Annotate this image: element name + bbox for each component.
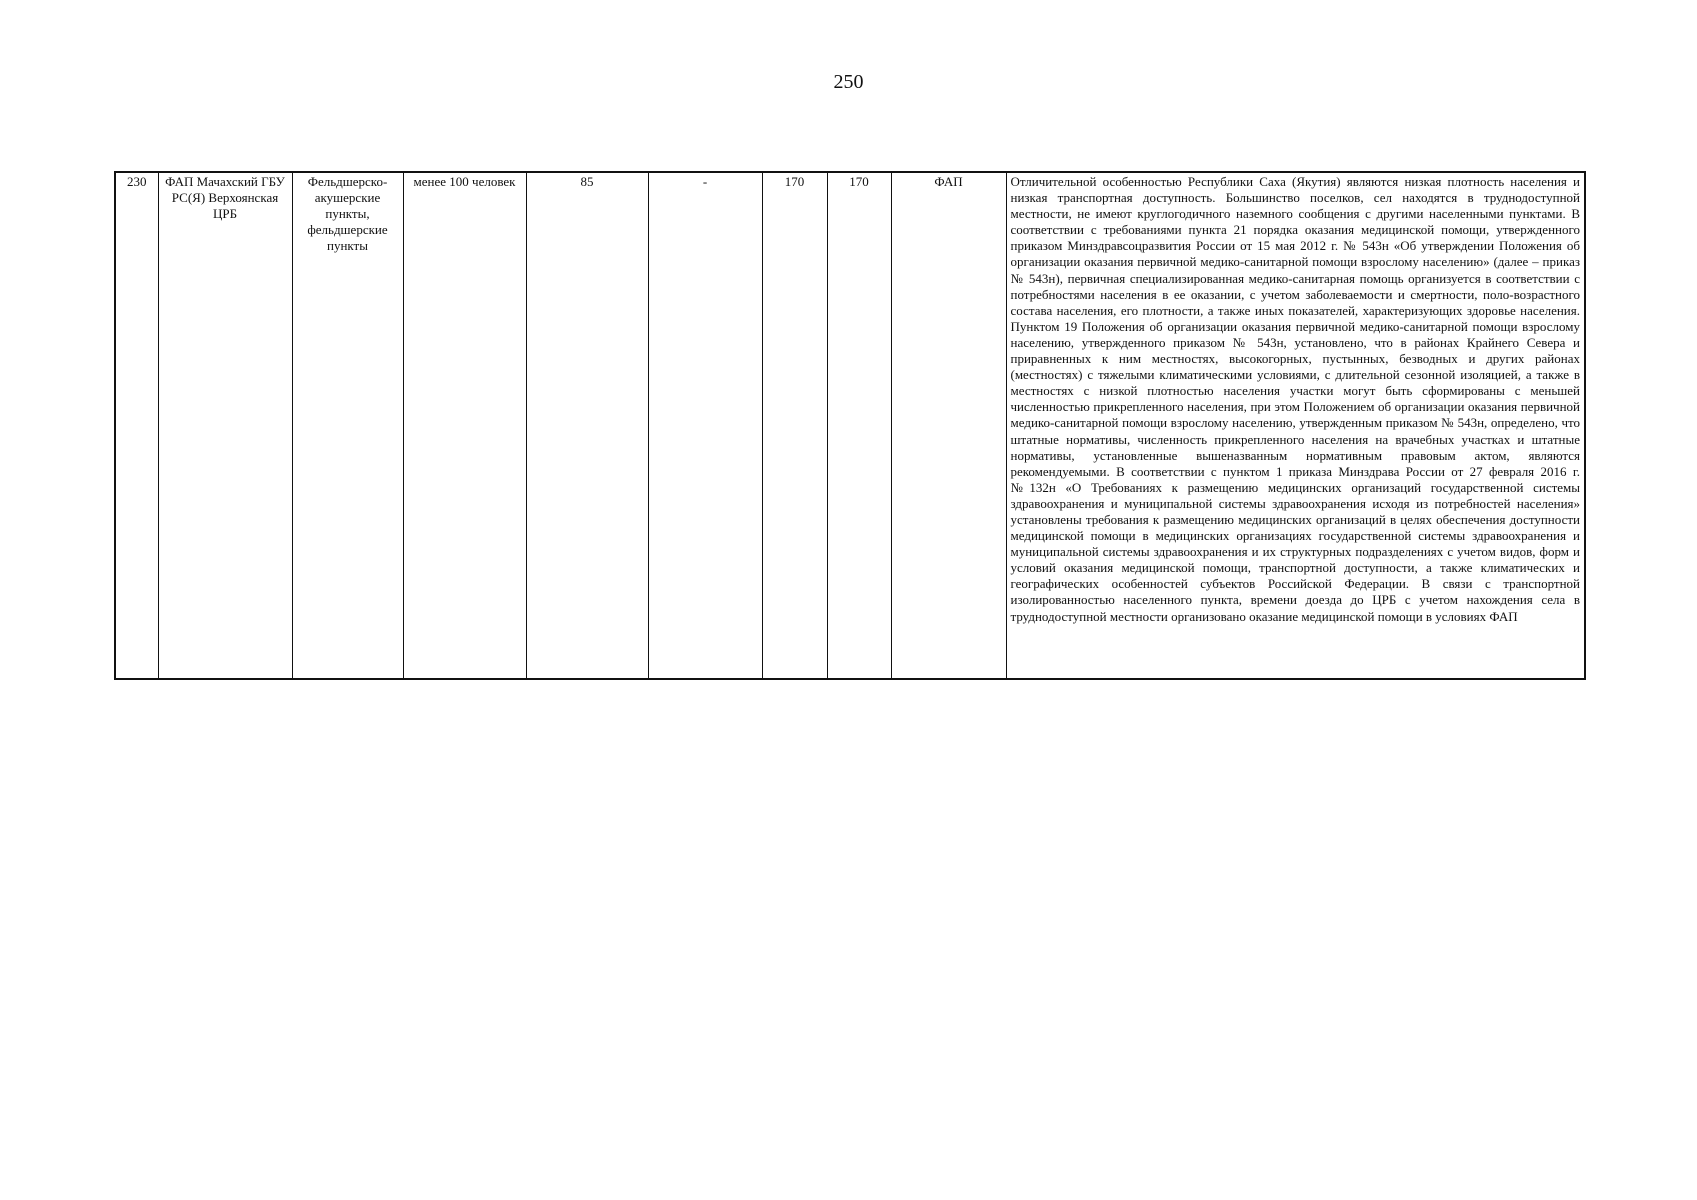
form-cell: ФАП xyxy=(891,172,1006,679)
row-number-cell: 230 xyxy=(115,172,158,679)
justification-cell: Отличительной особенностью Республики Саха (Якутия) являются низкая плотность населения и низкая транспортная доступность. Большинство поселков, сел находятся в труднодоступной местности, не имеют круглогодичного наземного сообщения с другими населенными пунктами. В соответствии с требованиями пункта 21 порядка оказания медицинской помощи, утвержденного приказом Минздравсоцразвития России от 15 мая 2012 г. № 543н «Об утверждении Положения об организации оказания первичной медико-санитарной помощи взрослому населению» (далее – приказ № 543н), первичная специализированная медико-санитарная помощь организуется в соответствии с потребностями населения в ее оказании, с учетом заболеваемости и смертности, поло-возрастного состава населения, его плотности, а также иных показателей, характеризующих здоровье населения. Пунктом 19 Положения об организации оказания первичной медико-санитарной помощи взрослому населению, утвержденного приказом № 543н, установлено, что в районах Крайнего Севера и приравненных к ним местностях, высокогорных, пустынных, безводных и других районах (местностях) с тяжелыми климатическими условиями, с длительной сезонной изоляцией, а также в местностях с низкой плотностью населения участки могут быть сформированы с меньшей численностью прикрепленного населения, при этом Положением об организации оказания первичной медико-санитарной помощи взрослому населению, утвержденным приказом № 543н, определено, что штатные нормативы, численность прикрепленного населения на врачебных участках и штатные нормативы, установленные вышеназванным нормативным правовым актом, являются рекомендуемыми. В соответствии с пунктом 1 приказа Минздрава России от 27 февраля 2016 г. №132н «О Требованиях к размещению медицинских организаций государственной системы здравоохранения и муниципальной системы здравоохранения исходя из потребностей населения» установлены требования к размещению медицинских организаций в целях обеспечения доступности медицинской помощи в медицинских организациях государственной системы здравоохранения и муниципальной системы здравоохранения и их структурных подразделениях с учетом видов, форм и условий оказания медицинской помощи, транспортной доступности, а также климатических и географических особенностей субъектов Российской Федерации. В связи с транспортной изолированностью населенного пункта, времени доезда до ЦРБ с учетом нахождения села в труднодоступной местности организовано оказание медицинской помощи в условиях ФАП xyxy=(1006,172,1585,679)
value-cell-7: 170 xyxy=(762,172,827,679)
table-row xyxy=(115,172,1585,679)
value-cell-5: 85 xyxy=(526,172,648,679)
facility-type-cell: Фельдшерско-акушерские пункты, фельдшерские пункты xyxy=(292,172,403,679)
value-cell-6: - xyxy=(648,172,762,679)
facility-name-cell: ФАП Мачахский ГБУ РС(Я) Верхоянская ЦРБ xyxy=(158,172,292,679)
value-cell-8: 170 xyxy=(827,172,891,679)
page-number: 250 xyxy=(833,71,864,93)
facility-table xyxy=(114,171,1586,680)
population-cell: менее 100 человек xyxy=(403,172,526,679)
